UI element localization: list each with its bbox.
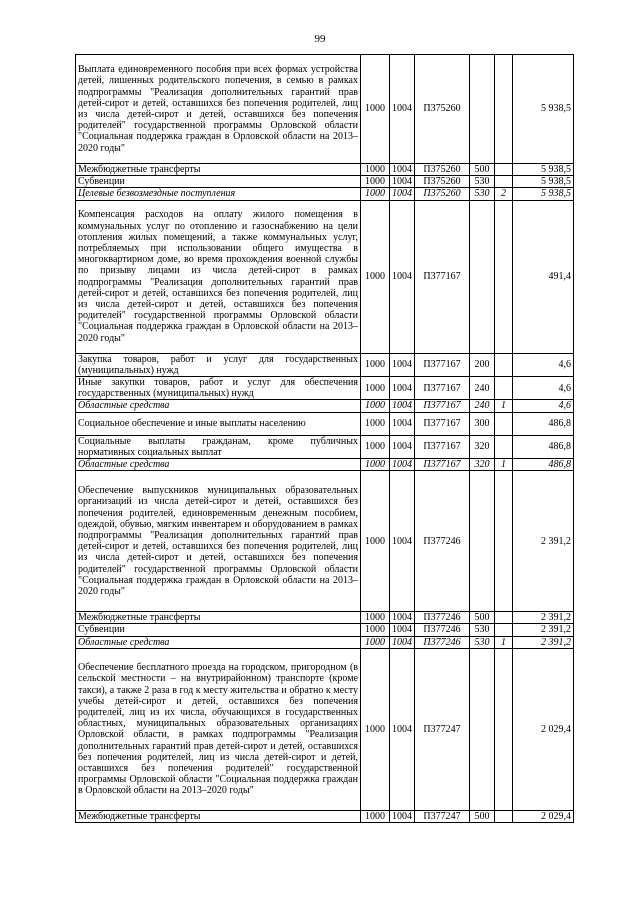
row-target-code: П377246 <box>415 612 470 624</box>
row-amount: 4,6 <box>513 353 574 376</box>
row-description: Областные средства <box>76 636 361 648</box>
table-row <box>76 400 574 412</box>
table-row <box>76 648 574 810</box>
row-amount: 5 938,5 <box>513 164 574 176</box>
row-source <box>495 164 513 176</box>
row-target-code: П377167 <box>415 435 470 458</box>
row-subsection: 1004 <box>390 353 415 376</box>
row-amount: 2 391,2 <box>513 636 574 648</box>
row-target-code: П377167 <box>415 400 470 412</box>
row-subsection: 1004 <box>390 471 415 612</box>
row-description: Закупка товаров, работ и услуг для государственных (муниципальных) нужд <box>76 353 361 376</box>
row-source: 1 <box>495 459 513 471</box>
row-expense-type: 200 <box>470 353 495 376</box>
row-description: Целевые безвозмездные поступления <box>76 188 361 200</box>
row-source <box>495 176 513 188</box>
row-target-code: П377246 <box>415 624 470 636</box>
row-expense-type: 530 <box>470 176 495 188</box>
row-amount: 2 029,4 <box>513 810 574 822</box>
row-source <box>495 412 513 435</box>
row-section: 1000 <box>361 459 390 471</box>
table-row <box>76 353 574 376</box>
row-source: 1 <box>495 400 513 412</box>
row-section: 1000 <box>361 188 390 200</box>
table-row <box>76 810 574 822</box>
table-row <box>76 612 574 624</box>
row-section: 1000 <box>361 400 390 412</box>
row-amount: 491,4 <box>513 200 574 353</box>
budget-table <box>75 54 574 823</box>
row-section: 1000 <box>361 164 390 176</box>
row-subsection: 1004 <box>390 648 415 810</box>
row-expense-type: 320 <box>470 435 495 458</box>
row-subsection: 1004 <box>390 412 415 435</box>
row-subsection: 1004 <box>390 176 415 188</box>
table-row <box>76 164 574 176</box>
row-expense-type: 240 <box>470 377 495 400</box>
row-source <box>495 471 513 612</box>
row-amount: 2 391,2 <box>513 471 574 612</box>
row-description: Выплата единовременного пособия при всех формах устройства детей, лишенных родительского попечения, в семью в рамках подпрограммы "Реализация дополнительных гарантий прав детей-сирот и детей, оставшихся без попечения родителей, лиц из числа детей-сирот и детей, оставшихся без попечения родителей" государственной программы Орловской области "Социальная поддержка граждан в Орловской области на 2013–2020 годы" <box>76 55 361 164</box>
row-section: 1000 <box>361 377 390 400</box>
row-section: 1000 <box>361 471 390 612</box>
row-target-code: П375260 <box>415 176 470 188</box>
row-expense-type: 240 <box>470 400 495 412</box>
row-expense-type: 530 <box>470 624 495 636</box>
row-source <box>495 810 513 822</box>
row-source <box>495 624 513 636</box>
row-target-code: П377246 <box>415 636 470 648</box>
row-amount: 2 391,2 <box>513 612 574 624</box>
row-expense-type <box>470 648 495 810</box>
row-description: Областные средства <box>76 459 361 471</box>
row-source: 2 <box>495 188 513 200</box>
row-expense-type: 530 <box>470 636 495 648</box>
row-target-code: П377167 <box>415 412 470 435</box>
row-section: 1000 <box>361 55 390 164</box>
row-section: 1000 <box>361 176 390 188</box>
row-target-code: П377167 <box>415 353 470 376</box>
row-target-code: П375260 <box>415 188 470 200</box>
row-section: 1000 <box>361 612 390 624</box>
table-row <box>76 377 574 400</box>
row-section: 1000 <box>361 624 390 636</box>
row-source <box>495 612 513 624</box>
row-target-code: П377167 <box>415 200 470 353</box>
row-description: Обеспечение выпускников муниципальных образовательных организаций из числа детей-сирот и детей, оставшихся без попечения родителей, единовременным денежным пособием, одеждой, обувью, мягким инвентарем и оборудованием в рамках подпрограммы "Реализация дополнительных гарантий прав детей-сирот и детей, оставшихся без попечения родителей, лиц из числа детей-сирот и детей, оставшихся без попечения родителей" государственной программы Орловской области "Социальная поддержка граждан в Орловской области на 2013–2020 годы" <box>76 471 361 612</box>
table-row <box>76 471 574 612</box>
row-section: 1000 <box>361 412 390 435</box>
row-amount: 486,8 <box>513 412 574 435</box>
row-section: 1000 <box>361 810 390 822</box>
row-amount: 5 938,5 <box>513 55 574 164</box>
row-amount: 2 391,2 <box>513 624 574 636</box>
row-target-code: П377247 <box>415 810 470 822</box>
row-section: 1000 <box>361 353 390 376</box>
row-description: Обеспечение бесплатного проезда на городском, пригородном (в сельской местности – на внутрирайонном) транспорте (кроме такси), а также 2 раза в год к месту жительства и обратно к месту учебы детей-сирот и детей, оставшихся без попечения родителей, лиц из их числа, обучающихся в государственных областных, муниципальных образовательных организациях Орловской области, в рамках подпрограммы "Реализация дополнительных гарантий прав детей-сирот и детей, оставшихся без попечения родителей, лиц из числа детей-сирот и детей, оставшихся без попечения родителей" государственной программы Орловской области "Социальная поддержка граждан в Орловской области на 2013–2020 годы" <box>76 648 361 810</box>
row-target-code: П377167 <box>415 459 470 471</box>
row-amount: 4,6 <box>513 377 574 400</box>
row-subsection: 1004 <box>390 400 415 412</box>
row-amount: 486,8 <box>513 459 574 471</box>
row-target-code: П377246 <box>415 471 470 612</box>
table-row <box>76 624 574 636</box>
row-subsection: 1004 <box>390 164 415 176</box>
row-description: Межбюджетные трансферты <box>76 164 361 176</box>
row-subsection: 1004 <box>390 200 415 353</box>
row-expense-type <box>470 471 495 612</box>
row-subsection: 1004 <box>390 810 415 822</box>
row-expense-type: 320 <box>470 459 495 471</box>
row-subsection: 1004 <box>390 377 415 400</box>
row-description: Областные средства <box>76 400 361 412</box>
row-description: Социальное обеспечение и иные выплаты населению <box>76 412 361 435</box>
row-source <box>495 55 513 164</box>
row-source: 1 <box>495 636 513 648</box>
row-expense-type: 500 <box>470 810 495 822</box>
row-amount: 5 938,5 <box>513 188 574 200</box>
row-target-code: П375260 <box>415 164 470 176</box>
row-amount: 486,8 <box>513 435 574 458</box>
row-target-code: П377167 <box>415 377 470 400</box>
row-target-code: П377247 <box>415 648 470 810</box>
row-subsection: 1004 <box>390 435 415 458</box>
row-source <box>495 377 513 400</box>
row-source <box>495 200 513 353</box>
row-description: Иные закупки товаров, работ и услуг для обеспечения государственных (муниципальных) нужд <box>76 377 361 400</box>
row-amount: 4,6 <box>513 400 574 412</box>
row-section: 1000 <box>361 648 390 810</box>
row-description: Субвенции <box>76 624 361 636</box>
table-row <box>76 412 574 435</box>
row-source <box>495 353 513 376</box>
row-description: Межбюджетные трансферты <box>76 810 361 822</box>
table-row <box>76 55 574 164</box>
table-row <box>76 188 574 200</box>
row-amount: 2 029,4 <box>513 648 574 810</box>
row-expense-type: 530 <box>470 188 495 200</box>
table-row <box>76 636 574 648</box>
row-expense-type <box>470 55 495 164</box>
row-description: Субвенции <box>76 176 361 188</box>
row-target-code: П375260 <box>415 55 470 164</box>
row-expense-type <box>470 200 495 353</box>
row-section: 1000 <box>361 435 390 458</box>
table-row <box>76 435 574 458</box>
row-expense-type: 300 <box>470 412 495 435</box>
row-subsection: 1004 <box>390 624 415 636</box>
row-section: 1000 <box>361 636 390 648</box>
row-subsection: 1004 <box>390 55 415 164</box>
page-number: 99 <box>314 33 326 45</box>
table-row <box>76 459 574 471</box>
row-expense-type: 500 <box>470 612 495 624</box>
table-row <box>76 176 574 188</box>
row-description: Социальные выплаты гражданам, кроме публичных нормативных социальных выплат <box>76 435 361 458</box>
row-subsection: 1004 <box>390 459 415 471</box>
row-description: Компенсация расходов на оплату жилого помещения в коммунальных услуг по отоплению и газоснабжению на цели отопления жилых помещений, а также коммунальных услуг, потребляемых при использовании общего имущества в многоквартирном доме, во время прохождения военной службы по призыву лицами из числа детей-сирот в рамках подпрограммы "Реализация дополнительных гарантий прав детей-сирот и детей, оставшихся без попечения родителей, лиц из числа детей-сирот и детей, оставшихся без попечения родителей" государственной программы Орловской области "Социальная поддержка граждан в Орловской области на 2013–2020 годы" <box>76 200 361 353</box>
row-amount: 5 938,5 <box>513 176 574 188</box>
row-section: 1000 <box>361 200 390 353</box>
row-subsection: 1004 <box>390 636 415 648</box>
row-source <box>495 435 513 458</box>
row-subsection: 1004 <box>390 188 415 200</box>
row-expense-type: 500 <box>470 164 495 176</box>
row-description: Межбюджетные трансферты <box>76 612 361 624</box>
row-subsection: 1004 <box>390 612 415 624</box>
table-row <box>76 200 574 353</box>
row-source <box>495 648 513 810</box>
